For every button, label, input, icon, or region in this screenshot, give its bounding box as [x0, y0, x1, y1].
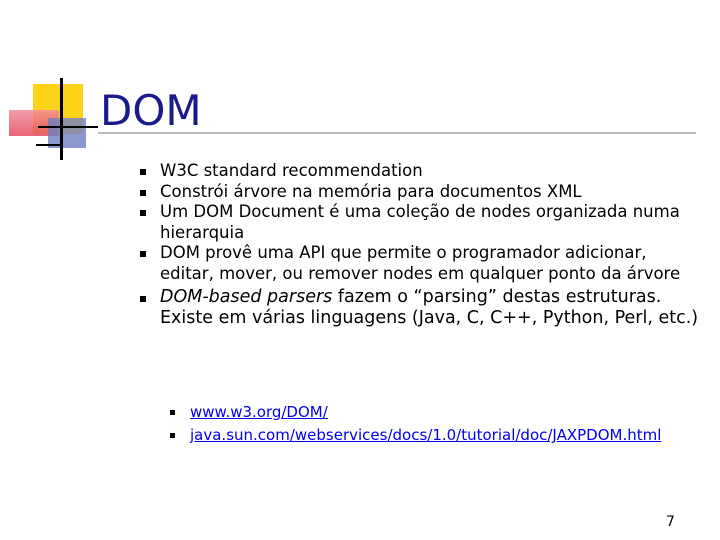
- link-list: [170, 401, 661, 447]
- decor-horizontal-line: [38, 126, 98, 128]
- page-number: 7: [666, 514, 675, 530]
- list-item: [140, 243, 700, 284]
- list-item: [140, 287, 700, 330]
- bullet-list: [140, 161, 700, 330]
- list-item: [170, 401, 661, 424]
- decor-vertical-line: [60, 78, 63, 160]
- bullet-text: fazem o “parsing” destas estruturas. Existe em várias linguagens (Java, C, C++, Python, Perl, etc.): [160, 286, 699, 329]
- square-bullet-icon: [140, 296, 146, 302]
- square-bullet-icon: [140, 251, 146, 257]
- list-item: [140, 182, 700, 203]
- bullet-text: Constrói árvore na memória para documentos XML: [160, 181, 582, 201]
- bullet-text: DOM provê uma API que permite o programador adicionar, editar, mover, ou remover nodes em qualquer ponto da árvore: [160, 243, 681, 283]
- link-jaxp-dom-tutorial[interactable]: java.sun.com/webservices/docs/1.0/tutorial/doc/JAXPDOM.html: [190, 426, 662, 444]
- square-bullet-icon: [170, 433, 175, 438]
- square-bullet-icon: [140, 190, 146, 196]
- square-bullet-icon: [140, 169, 146, 175]
- list-item: [170, 424, 661, 447]
- square-bullet-icon: [170, 410, 175, 415]
- bullet-italic-text: DOM-based parsers: [160, 286, 333, 307]
- list-item: [140, 202, 700, 243]
- decor-horizontal-line-short: [36, 144, 62, 146]
- bullet-text: Um DOM Document é uma coleção de nodes organizada numa hierarquia: [160, 202, 680, 242]
- link-w3c-dom[interactable]: www.w3.org/DOM/: [190, 403, 328, 421]
- list-item: [140, 161, 700, 182]
- bullet-text: W3C standard recommendation: [160, 161, 423, 180]
- slide-title: DOM: [100, 86, 202, 135]
- square-bullet-icon: [140, 210, 146, 216]
